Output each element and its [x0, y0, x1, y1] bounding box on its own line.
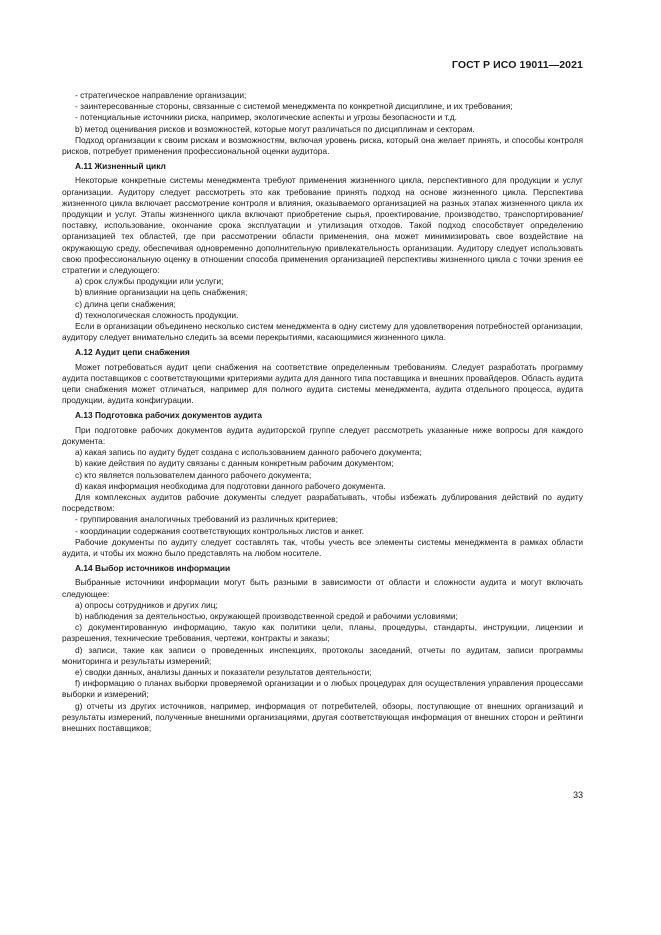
list-item: c) длина цепи снабжения;	[75, 298, 176, 309]
list-item: - группирования аналогичных требований из различных критериев;	[75, 514, 338, 525]
list-item: c) кто является пользователем данного рабочего документа;	[75, 469, 312, 480]
list-item: d) технологическая сложность продукции.	[75, 309, 239, 320]
list-item: d) записи, такие как записи о проведенных инспекциях, протоколы заседаний, отчеты по аудитам, записи программы мониторинга и результаты измерений;	[62, 644, 583, 666]
list-item: e) сводки данных, анализы данных и показатели результатов деятельности;	[75, 666, 372, 677]
list-item: b) какие действия по аудиту связаны с данным конкретным рабочим документом;	[75, 458, 394, 469]
section-heading-a12: A.12 Аудит цепи снабжения	[75, 347, 190, 358]
paragraph: Подход организации к своим рискам и возможностям, включая уровень риска, который она желает принять, и способы контроля рисков, потребует применения профессиональной оценки аудитора.	[62, 134, 583, 157]
list-item: a) какая запись по аудиту будет создана с использованием данного рабочего документа;	[75, 447, 422, 458]
paragraph: Для комплексных аудитов рабочие документы следует разрабатывать, чтобы избежать дублирования действий по аудиту посредством:	[62, 491, 583, 514]
section-heading-a13: A.13 Подготовка рабочих документов аудита	[75, 410, 262, 421]
paragraph: Рабочие документы по аудиту следует составлять так, чтобы учесть все элементы системы менеджмента в рамках области аудита, и чтобы их можно было представлять на любом носителе.	[62, 536, 583, 558]
list-item: - заинтересованные стороны, связанные с системой менеджмента по конкретной дисциплине, и их требования;	[75, 101, 513, 112]
list-item: a) срок службы продукции или услуги;	[75, 276, 224, 287]
list-item: b) влияние организации на цепь снабжения;	[75, 287, 248, 298]
list-item: d) какая информация необходима для подготовки данного рабочего документа.	[75, 480, 386, 491]
page-content	[62, 90, 583, 734]
list-item: b) метод оценивания рисков и возможностей, которые могут различаться по дисциплинам и секторам.	[75, 123, 475, 134]
paragraph: Некоторые конкретные системы менеджмента требуют применения жизненного цикла, перспективного для продукции и услуг организации. Аудитору следует рассмотреть это как требование принять подход на основе жизненного цикла. Перспектива жизненного цикла включает рассмотрение контроля и влияния, оказываемого организацией на разных этапах жизненного цикла их продукции и услуг. Этапы жизненного цикла включают приобретение сырья, проектирование, производство, транспортирование/поставку, использование, окончание срока эксплуатации и утилизация отходов. Такой подход способствует определению организацией тех областей, где при рассмотрении области применения, она может минимизировать свое воздействие на окружающую среду, обеспечивая одновременно дополнительную привлекательность организации. Аудитору следует использовать свою профессиональную оценку в отношении способа применения организацией перспективы жизненного цикла с точки зрения ее стратегии и следующего:	[62, 175, 583, 276]
paragraph: Может потребоваться аудит цепи снабжения на соответствие определенным требованиям. Следует разработать программу аудита поставщиков с соответствующими критериями аудита для данного типа поставщика и внешних провайдеров. Область аудита цепи снабжения может отличаться, например для полного аудита системы менеджмента, аудита отдельного процесса, аудита продукции, аудита конфигурации.	[62, 361, 583, 406]
paragraph: Если в организации объединено несколько систем менеджмента в одну систему для удовлетворения потребностей организации, аудитору следует внимательно следить за всеми перекрытиями, касающимися жизненного цикла.	[62, 321, 583, 343]
list-item: b) наблюдения за деятельностью, окружающей производственной средой и рабочими условиями;	[75, 610, 458, 621]
list-item: - потенциальные источники риска, например, экологические аспекты и угрозы безопасности и т.д.	[75, 112, 457, 123]
page-number: 33	[572, 790, 583, 800]
paragraph: При подготовке рабочих документов аудита аудиторской группе следует рассмотреть указанные ниже вопросы для каждого документа:	[62, 424, 583, 446]
standard-header: ГОСТ Р ИСО 19011—2021	[451, 59, 583, 71]
list-item: f) информацию о планах выборки проверяемой организации и о любых процедурах для осуществления управления процессами выборки и измерений;	[62, 678, 583, 700]
list-item: - координации содержания соответствующих контрольных листов и анкет.	[75, 525, 364, 536]
list-item: a) опросы сотрудников и других лиц;	[75, 599, 218, 610]
list-item: g) отчеты из других источников, например, информация от потребителей, обзоры, поступающие от внешних организаций и результаты измерений, полученные внешними организациями, другая соответствующая информация от внешних сторон и рейтинги внешних поставщиков;	[62, 700, 583, 733]
list-item: - стратегическое направление организации;	[75, 90, 247, 100]
section-heading-a11: A.11 Жизненный цикл	[75, 161, 166, 172]
section-heading-a14: A.14 Выбор источников информации	[75, 563, 231, 574]
list-item: c) документированную информацию, такую как политики цели, планы, процедуры, стандарты, инструкции, лицензии и разрешения, технические требования, чертежи, контракты и заказы;	[62, 622, 583, 644]
paragraph: Выбранные источники информации могут быть разными в зависимости от области и сложности аудита и могут включать следующее:	[62, 577, 583, 599]
